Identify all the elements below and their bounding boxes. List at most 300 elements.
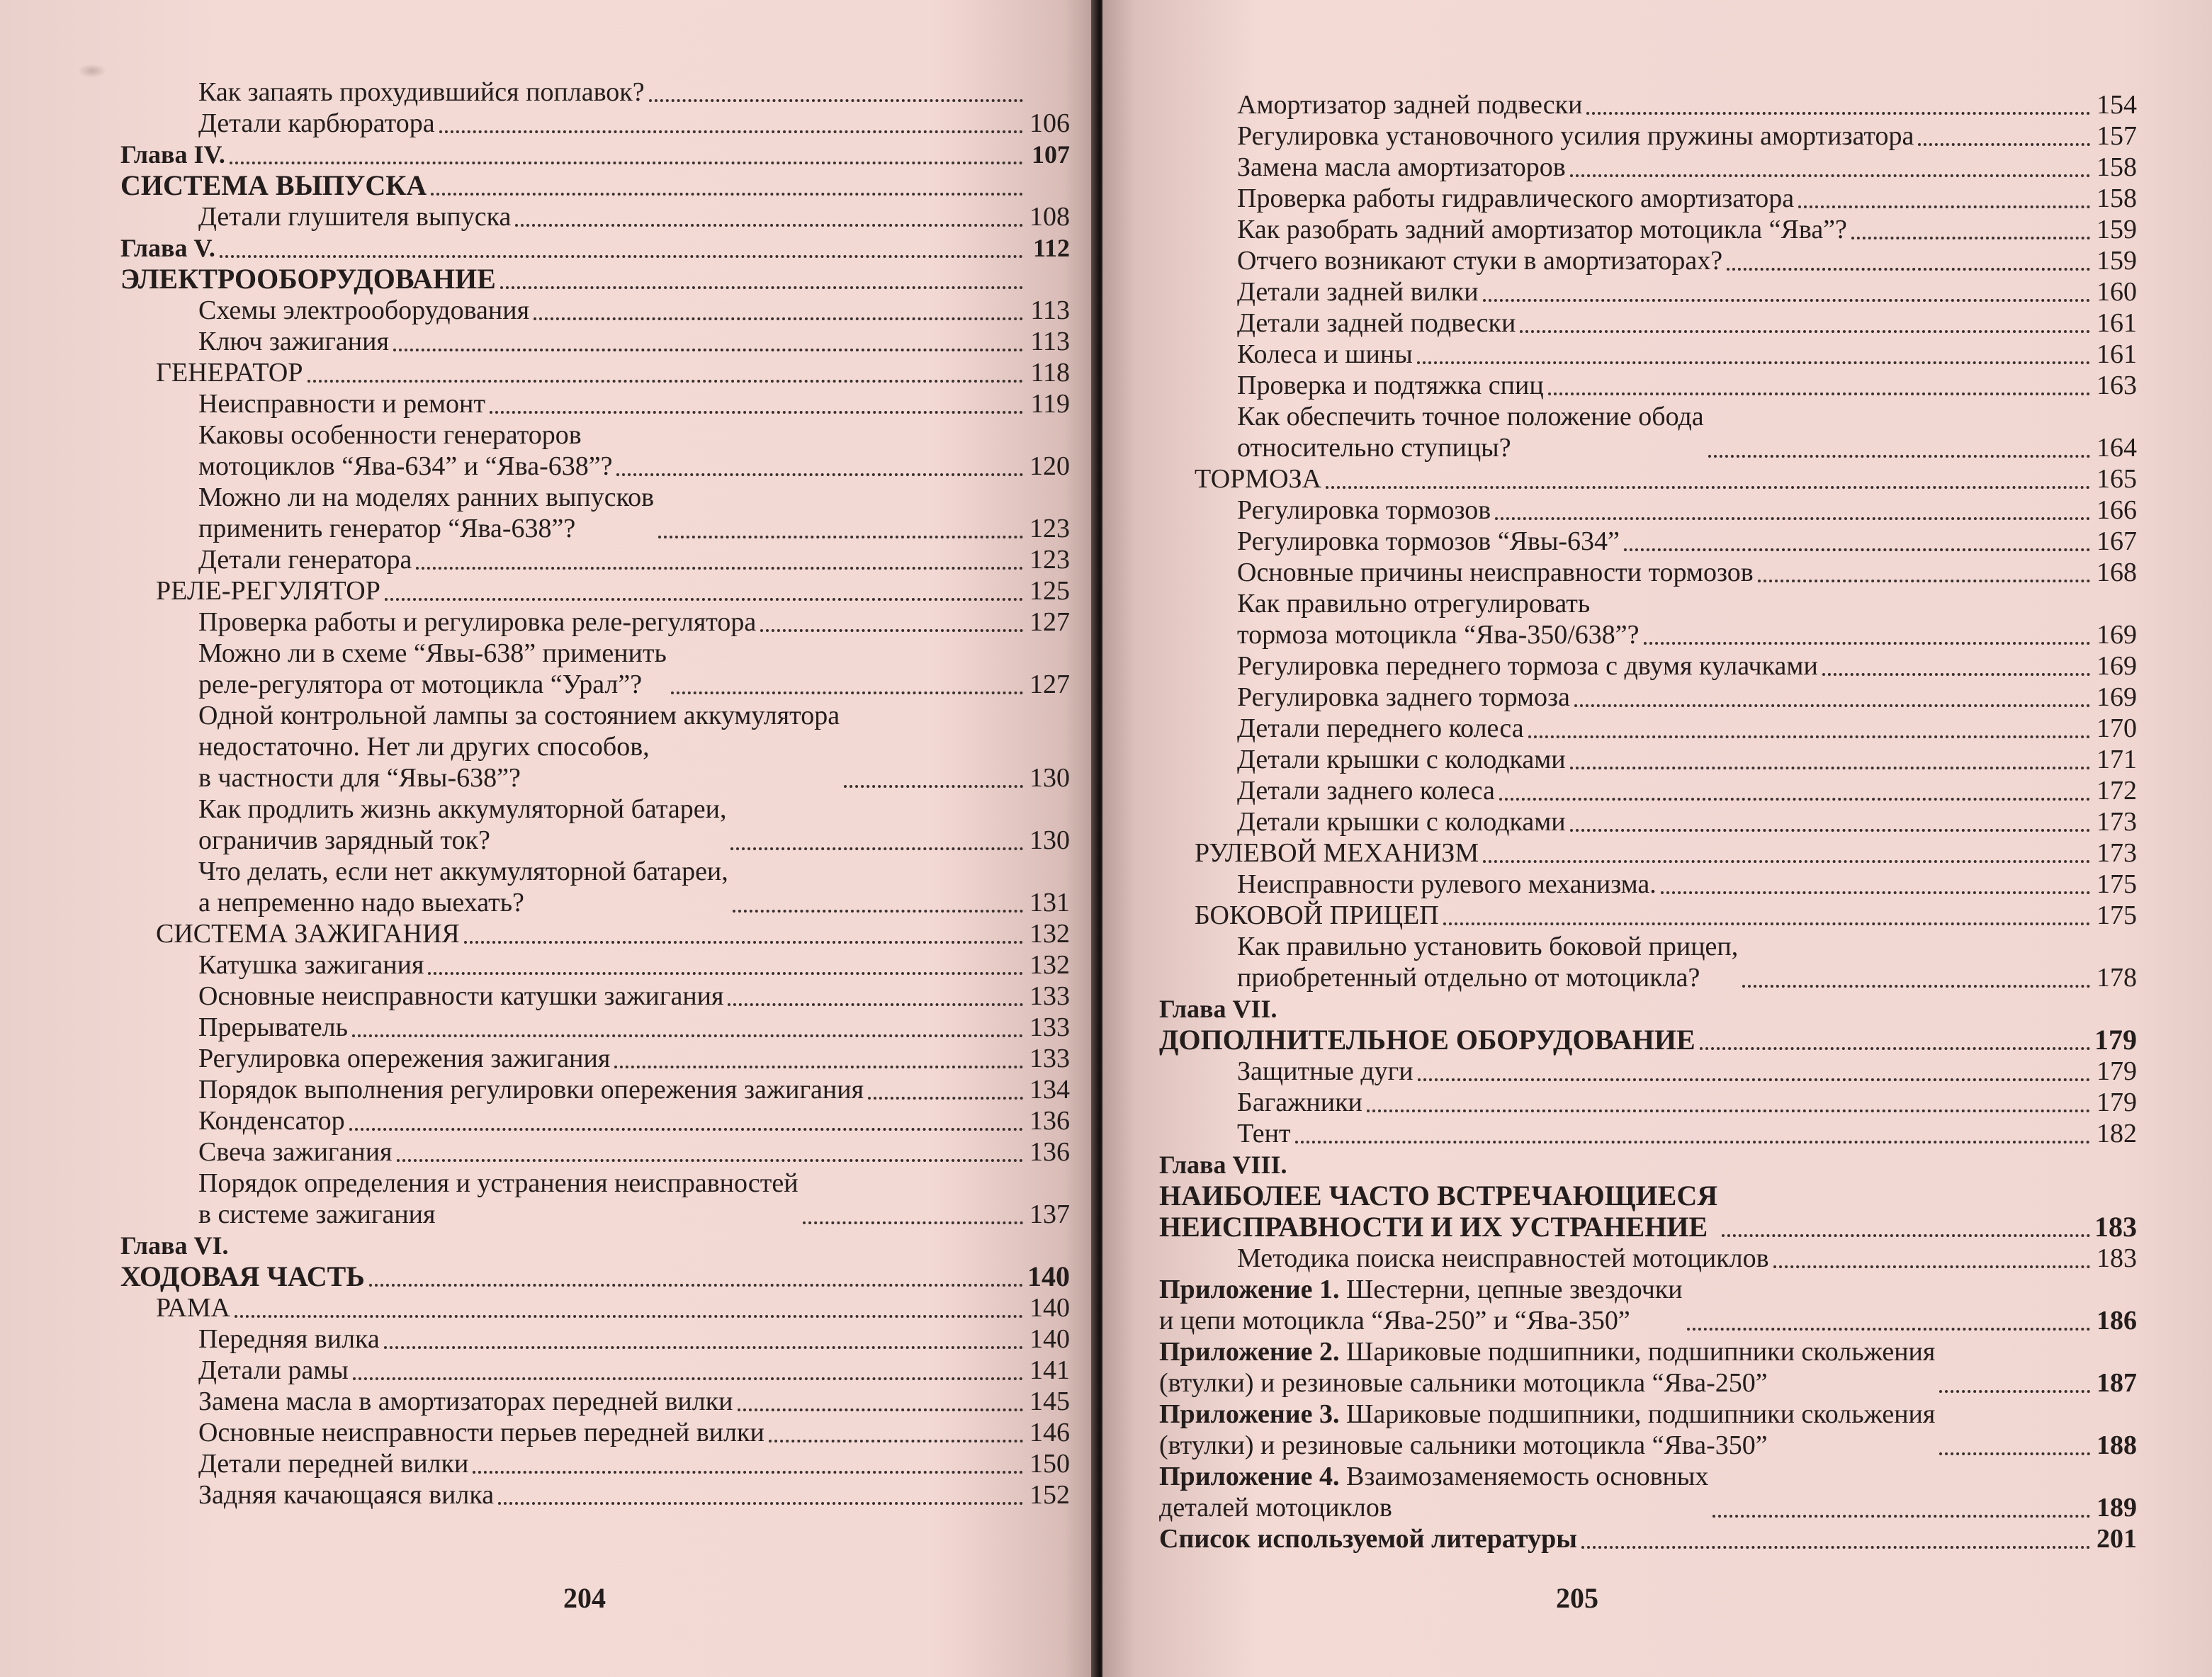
toc-entry-page-number: 161 xyxy=(2097,339,2137,369)
dot-leader xyxy=(1586,112,2090,115)
toc-entry xyxy=(1159,495,2137,526)
toc-entry-title: Детали задней вилки xyxy=(1237,277,1479,307)
toc-entry-title: Ключ зажигания xyxy=(198,327,389,356)
toc-entry xyxy=(1159,307,2137,339)
toc-entry xyxy=(120,1012,1070,1043)
toc-entry xyxy=(120,1136,1070,1168)
toc-entry-title: Неисправности рулевого механизма. xyxy=(1237,869,1657,899)
toc-entry-page-number: 169 xyxy=(2097,682,2137,712)
toc-entry-page-number: 112 xyxy=(1032,234,1070,262)
dot-leader xyxy=(464,941,1023,944)
toc-entry xyxy=(120,482,1070,544)
toc-entry-title: Детали заднего колеса xyxy=(1237,776,1495,806)
toc-entry-title: Основные причины неисправности тормозов xyxy=(1237,558,1754,587)
dot-leader xyxy=(614,1066,1023,1068)
toc-entry xyxy=(1159,1243,2137,1274)
toc-entry-title: Проверка работы и регулировка реле-регулятора xyxy=(198,607,757,637)
toc-entry-title: НАИБОЛЕЕ ЧАСТО ВСТРЕЧАЮЩИЕСЯ НЕИСПРАВНОСТИ И ИХ УСТРАНЕНИЕ xyxy=(1159,1180,1718,1243)
dot-leader xyxy=(649,99,1023,102)
toc-entry xyxy=(1159,1336,2137,1399)
toc-entry-page-number: 183 xyxy=(2097,1243,2137,1273)
toc-entry-title: РАМА xyxy=(156,1293,230,1323)
toc-entry-page-number: 123 xyxy=(1029,545,1070,575)
toc-entry-page-number: 125 xyxy=(1029,576,1070,606)
toc-entry-title: Амортизатор задней подвески xyxy=(1237,90,1583,120)
toc-entry-page-number: 173 xyxy=(2097,807,2137,837)
dot-leader xyxy=(1326,486,2090,489)
toc-entry-page-number: 173 xyxy=(2097,838,2137,868)
toc-entry xyxy=(120,357,1070,388)
toc-entry xyxy=(120,1168,1070,1230)
toc-entry xyxy=(120,856,1070,918)
toc-entry-page-number: 131 xyxy=(1029,888,1070,917)
dot-leader xyxy=(1939,1390,2090,1393)
toc-entry-page-number: 133 xyxy=(1029,1012,1070,1042)
toc-entry-page-number: 133 xyxy=(1029,981,1070,1011)
toc-entry-page-number: 171 xyxy=(2097,745,2137,774)
toc-entry-page-number: 167 xyxy=(2097,526,2137,556)
toc-entry xyxy=(1159,900,2137,931)
toc-entry-title: Регулировка тормозов xyxy=(1237,495,1491,525)
toc-entry-title: ХОДОВАЯ ЧАСТЬ xyxy=(120,1260,365,1292)
toc-entry xyxy=(120,1323,1070,1355)
toc-entry xyxy=(1159,89,2137,120)
toc-entry xyxy=(1159,993,2137,1024)
toc-entry xyxy=(1159,183,2137,214)
toc-entry-page-number: 140 xyxy=(1029,1293,1070,1323)
toc-entry xyxy=(120,1261,1070,1292)
toc-entry-title: Схемы электрооборудования xyxy=(198,295,530,325)
toc-entry-page-number: 107 xyxy=(1032,140,1070,169)
toc-entry xyxy=(1159,869,2137,900)
dot-leader xyxy=(1295,1141,2090,1144)
dot-leader xyxy=(1822,673,2090,676)
toc-entry xyxy=(1159,276,2137,307)
toc-entry-title: Список используемой литературы xyxy=(1159,1524,1577,1554)
toc-entry xyxy=(1159,1087,2137,1118)
toc-entry-title: БОКОВОЙ ПРИЦЕП xyxy=(1195,900,1439,930)
dot-leader xyxy=(428,972,1023,975)
toc-entry-title: ДОПОЛНИТЕЛЬНОЕ ОБОРУДОВАНИЕ xyxy=(1159,1024,1695,1056)
dot-leader xyxy=(803,1221,1023,1224)
dot-leader xyxy=(353,1377,1023,1380)
toc-entry xyxy=(1159,1056,2137,1087)
toc-entry xyxy=(1159,1149,2137,1180)
toc-entry xyxy=(1159,1274,2137,1336)
dot-leader xyxy=(1727,268,2090,271)
toc-entry-page-number: 120 xyxy=(1029,451,1070,481)
appendix-title: Взаимозаменяемость основных деталей мотоциклов xyxy=(1159,1462,1709,1523)
dot-leader xyxy=(760,629,1023,632)
dot-leader xyxy=(1367,1109,2090,1112)
toc-entry xyxy=(120,170,1070,201)
dot-leader xyxy=(384,1346,1023,1349)
toc-entry-page-number: 169 xyxy=(2097,651,2137,681)
appendix-label: Приложение 4. xyxy=(1159,1462,1340,1491)
toc-entry-title: Что делать, если нет аккумуляторной батареи, а непременно надо выехать? xyxy=(198,857,728,917)
toc-entry xyxy=(120,1355,1070,1386)
dot-leader xyxy=(1570,767,2090,769)
dot-leader xyxy=(1495,517,2090,520)
toc-entry xyxy=(1159,152,2137,183)
dot-leader xyxy=(307,380,1024,383)
toc-entry-page-number: 127 xyxy=(1029,607,1070,637)
toc-entry-title: РЕЛЕ-РЕГУЛЯТОР xyxy=(156,576,380,606)
toc-entry xyxy=(1159,806,2137,837)
dot-leader xyxy=(1570,829,2090,832)
dot-leader xyxy=(616,473,1023,476)
toc-entry-page-number: 127 xyxy=(1029,670,1070,699)
toc-entry-title: Задняя качающаяся вилка xyxy=(198,1480,495,1510)
toc-entry xyxy=(120,139,1070,170)
toc-entry xyxy=(1159,682,2137,713)
toc-entry-page-number: 152 xyxy=(1029,1480,1070,1510)
toc-entry-page-number: 166 xyxy=(2097,495,2137,525)
toc-entry-title: Детали переднего колеса xyxy=(1237,713,1524,743)
toc-entry xyxy=(1159,1118,2137,1149)
dot-leader xyxy=(738,1408,1023,1411)
toc-entry xyxy=(120,981,1070,1012)
dot-leader xyxy=(490,411,1023,414)
toc-entry-page-number: 145 xyxy=(1029,1387,1070,1416)
toc-entry-title: Основные неисправности перьев передней вилки xyxy=(198,1418,764,1447)
toc-entry xyxy=(120,700,1070,794)
toc-entry xyxy=(120,918,1070,949)
toc-entry-title: Багажники xyxy=(1237,1088,1362,1117)
dot-leader xyxy=(1528,735,2090,738)
toc-entry xyxy=(120,544,1070,575)
toc-entry xyxy=(120,606,1070,638)
toc-entry xyxy=(1159,837,2137,869)
toc-entry-title: Детали карбюратора xyxy=(198,108,435,138)
toc-entry xyxy=(120,1105,1070,1136)
toc-entry-title: СИСТЕМА ЗАЖИГАНИЯ xyxy=(156,919,460,949)
toc-entry xyxy=(120,419,1070,482)
page-number-right: 205 xyxy=(1556,1582,1598,1614)
toc-entry xyxy=(1159,588,2137,650)
toc-entry-title: Детали глушителя выпуска xyxy=(198,202,512,232)
toc-entry-title: Детали крышки с колодками xyxy=(1237,807,1566,837)
toc-entry xyxy=(1159,1180,2137,1243)
toc-entry-title xyxy=(1159,1336,1935,1399)
toc-entry-page-number: 186 xyxy=(2097,1306,2137,1336)
toc-entry-title: Как продлить жизнь аккумуляторной батареи, ограничив зарядный ток? xyxy=(198,794,727,855)
dot-leader xyxy=(1581,1546,2090,1549)
toc-entry-page-number: 188 xyxy=(2097,1430,2137,1460)
toc-entry-page-number: 106 xyxy=(1029,108,1070,138)
dot-leader xyxy=(1773,1265,2090,1268)
dot-leader xyxy=(728,1003,1023,1006)
toc-entry-title: ГЕНЕРАТОР xyxy=(156,358,303,388)
dot-leader xyxy=(1700,1047,2090,1050)
toc-entry xyxy=(120,388,1070,419)
dot-leader xyxy=(1483,299,2090,302)
toc-entry-page-number: 140 xyxy=(1027,1260,1070,1292)
toc-entry xyxy=(1159,931,2137,993)
toc-entry-title: Колеса и шины xyxy=(1237,339,1413,369)
toc-entry-page-number: 113 xyxy=(1030,327,1070,356)
dot-leader xyxy=(1687,1328,2090,1331)
toc-entry-page-number: 132 xyxy=(1029,950,1070,980)
toc-entry-title: Основные неисправности катушки зажигания xyxy=(198,981,724,1011)
toc-entry xyxy=(120,108,1070,139)
toc-entry-title: Замена масла в амортизаторах передней вилки xyxy=(198,1387,733,1416)
toc-entry-page-number: 159 xyxy=(2097,215,2137,244)
toc-entry xyxy=(1159,744,2137,775)
toc-entry xyxy=(1159,526,2137,557)
dot-leader xyxy=(1644,642,2090,645)
dot-leader xyxy=(416,567,1023,570)
toc-entry-title: Детали крышки с колодками xyxy=(1237,745,1566,774)
toc-entry-title: Методика поиска неисправностей мотоциклов xyxy=(1237,1243,1769,1273)
dot-leader xyxy=(1758,580,2090,582)
toc-entry-page-number: 172 xyxy=(2097,776,2137,806)
dot-leader xyxy=(1499,798,2090,801)
toc-entry xyxy=(1159,713,2137,744)
dot-leader xyxy=(1798,205,2090,208)
appendix-title: Шариковые подшипники, подшипники скольжения (втулки) и резиновые сальники мотоцикла “Ява-250” xyxy=(1159,1337,1936,1398)
toc-entry xyxy=(1159,463,2137,495)
dot-leader xyxy=(230,162,1023,164)
appendix-title: Шариковые подшипники, подшипники скольжения (втулки) и резиновые сальники мотоцикла “Ява-350” xyxy=(1159,1399,1936,1460)
toc-entry-title xyxy=(1159,1461,1708,1523)
toc-entry-page-number: 179 xyxy=(2097,1088,2137,1117)
toc-entry xyxy=(120,1230,1070,1261)
toc-entry xyxy=(1159,775,2137,806)
toc-entry-page-number: 175 xyxy=(2097,869,2137,899)
toc-entry-title: Проверка и подтяжка спиц xyxy=(1237,371,1544,400)
toc-entry-title: Регулировка заднего тормоза xyxy=(1237,682,1570,712)
toc-entry-title: Передняя вилка xyxy=(198,1324,380,1354)
dot-leader xyxy=(868,1097,1023,1100)
toc-entry-title: Проверка работы гидравлического амортизатора xyxy=(1237,183,1795,213)
toc-entry-page-number: 170 xyxy=(2097,713,2137,743)
toc-entry-page-number: 182 xyxy=(2097,1119,2137,1148)
toc-entry-page-number: 179 xyxy=(2097,1056,2137,1086)
toc-entry-title: Детали генератора xyxy=(198,545,412,575)
toc-entry-page-number: 150 xyxy=(1029,1449,1070,1479)
appendix-label: Приложение 3. xyxy=(1159,1399,1340,1429)
toc-entry-title: Порядок выполнения регулировки опережения зажигания xyxy=(198,1075,864,1105)
toc-entry-page-number: 169 xyxy=(2097,620,2137,650)
toc-entry-title: Прерыватель xyxy=(198,1012,348,1042)
toc-entry-page-number: 130 xyxy=(1029,825,1070,855)
toc-entry-title: РУЛЕВОЙ МЕХАНИЗМ xyxy=(1195,838,1479,868)
dot-leader xyxy=(515,224,1023,227)
toc-entry xyxy=(1159,370,2137,401)
toc-entry-page-number: 183 xyxy=(2094,1211,2137,1243)
dot-leader xyxy=(1851,237,2090,239)
toc-entry-title: Глава VIII. xyxy=(1159,1151,1287,1179)
toc-entry xyxy=(120,264,1070,295)
toc-entry-page-number: 140 xyxy=(1029,1324,1070,1354)
toc-entry-title: Конденсатор xyxy=(198,1106,345,1136)
page-number-left: 204 xyxy=(563,1582,606,1614)
dot-leader xyxy=(393,349,1023,351)
toc-entry-page-number: 189 xyxy=(2097,1493,2137,1523)
appendix-title: Шестерни, цепные звездочки и цепи мотоцикла “Ява-250” и “Ява-350” xyxy=(1159,1275,1683,1336)
toc-entry xyxy=(120,1043,1070,1074)
toc-entry-page-number: 108 xyxy=(1029,202,1070,232)
toc-entry xyxy=(120,1074,1070,1105)
toc-entry-page-number: 201 xyxy=(2097,1524,2137,1554)
toc-entry xyxy=(120,326,1070,357)
toc-entry-page-number: 178 xyxy=(2097,963,2137,993)
dot-leader xyxy=(1712,1515,2090,1518)
toc-entry-page-number: 160 xyxy=(2097,277,2137,307)
toc-entry-title: Отчего возникают стуки в амортизаторах? xyxy=(1237,246,1723,276)
toc-entry-page-number: 134 xyxy=(1029,1075,1070,1105)
toc-entry-title: Можно ли на моделях ранних выпусков применить генератор “Ява-638”? xyxy=(198,482,655,543)
toc-entry xyxy=(120,638,1070,700)
toc-entry-page-number: 130 xyxy=(1029,763,1070,793)
toc-entry-title: Тент xyxy=(1237,1119,1291,1148)
toc-entry-title: ТОРМОЗА xyxy=(1195,464,1321,494)
toc-entry-title: Регулировка опережения зажигания xyxy=(198,1044,611,1073)
toc-entry-title: Детали передней вилки xyxy=(198,1449,469,1479)
dot-leader xyxy=(1661,891,2090,894)
toc-entry-title: Регулировка переднего тормоза с двумя кулачками xyxy=(1237,651,1818,681)
toc-entry-page-number: 163 xyxy=(2097,371,2137,400)
toc-entry xyxy=(120,575,1070,606)
dot-leader xyxy=(1742,985,2090,988)
dot-leader xyxy=(1520,330,2090,333)
toc-entry-page-number: 175 xyxy=(2097,900,2137,930)
toc-entry-title xyxy=(1159,1274,1683,1336)
dot-leader xyxy=(352,1034,1023,1037)
toc-entry xyxy=(120,949,1070,981)
toc-entry xyxy=(120,1386,1070,1417)
dot-leader xyxy=(1570,174,2090,177)
toc-entry-title: Глава V. xyxy=(120,234,215,262)
toc-entry-title: Как запаять прохудившийся поплавок? xyxy=(198,77,645,107)
dot-leader xyxy=(658,536,1023,538)
toc-entry-page-number: 136 xyxy=(1029,1137,1070,1167)
toc-entry-page-number: 157 xyxy=(2097,121,2137,151)
toc-entry-page-number: 132 xyxy=(1029,919,1070,949)
appendix-label: Приложение 1. xyxy=(1159,1275,1340,1304)
toc-entry xyxy=(1159,245,2137,276)
toc-entry-page-number: 137 xyxy=(1029,1199,1070,1229)
left-page xyxy=(0,0,1097,1677)
toc-entry-title: Как разобрать задний амортизатор мотоцикла “Ява”? xyxy=(1237,215,1847,244)
toc-entry-title: Порядок определения и устранения неисправностей в системе зажигания xyxy=(198,1168,799,1229)
toc-entry-page-number: 168 xyxy=(2097,558,2137,587)
toc-entry-title: Одной контрольной лампы за состоянием аккумулятора недостаточно. Нет ли других способов, в частности для “Явы-638”? xyxy=(198,701,840,793)
dot-leader xyxy=(349,1128,1023,1131)
dot-leader xyxy=(1483,860,2090,863)
toc-entry-page-number: 179 xyxy=(2094,1024,2137,1056)
dot-leader xyxy=(439,130,1023,133)
toc-entry xyxy=(120,1417,1070,1448)
toc-entry-title: Глава IV. xyxy=(120,140,225,169)
toc-entry-page-number: 123 xyxy=(1029,514,1070,543)
toc-entry xyxy=(1159,650,2137,682)
dot-leader xyxy=(1939,1452,2090,1455)
dot-leader xyxy=(769,1440,1023,1442)
toc-entry xyxy=(120,232,1070,264)
toc-entry xyxy=(1159,401,2137,463)
toc-entry-title: Замена масла амортизаторов xyxy=(1237,152,1566,182)
toc-entry-page-number: 158 xyxy=(2097,183,2137,213)
toc-entry-title: Неисправности и ремонт xyxy=(198,389,485,419)
dot-leader xyxy=(1918,143,2090,146)
toc-entry-title: Как обеспечить точное положение обода относительно ступицы? xyxy=(1237,402,1704,463)
toc-entry-page-number: 146 xyxy=(1029,1418,1070,1447)
toc-entry-title: Глава VI. xyxy=(120,1231,229,1260)
dot-leader xyxy=(220,255,1023,258)
toc-entry-title: Защитные дуги xyxy=(1237,1056,1413,1086)
dot-leader xyxy=(1417,361,2090,364)
dot-leader xyxy=(500,286,1023,289)
dot-leader xyxy=(431,193,1023,196)
dot-leader xyxy=(385,598,1023,601)
toc-entry xyxy=(1159,1024,2137,1056)
toc-entry-page-number: 164 xyxy=(2097,433,2137,463)
toc-entry-title: Детали задней подвески xyxy=(1237,308,1516,338)
dot-leader xyxy=(369,1284,1023,1287)
toc-entry xyxy=(1159,1461,2137,1523)
toc-entry-title: Катушка зажигания xyxy=(198,950,424,980)
toc-entry xyxy=(120,1292,1070,1323)
toc-entry-title: Как правильно отрегулировать тормоза мотоцикла “Ява-350/638”? xyxy=(1237,589,1640,650)
dot-leader xyxy=(1574,704,2090,707)
toc-entry xyxy=(1159,214,2137,245)
toc-entry xyxy=(120,295,1070,326)
toc-entry-title: Можно ли в схеме “Явы-638” применить реле-регулятора от мотоцикла “Урал”? xyxy=(198,638,667,699)
toc-entry-page-number: 159 xyxy=(2097,246,2137,276)
dot-leader xyxy=(534,317,1023,320)
toc-entry-page-number: 133 xyxy=(1029,1044,1070,1073)
toc-entry xyxy=(120,1479,1070,1511)
dot-leader xyxy=(1443,922,2090,925)
toc-entry-title: Детали рамы xyxy=(198,1355,349,1385)
toc-entry xyxy=(1159,1523,2137,1554)
right-page xyxy=(1102,0,2212,1677)
toc-entry-title: Свеча зажигания xyxy=(198,1137,393,1167)
toc-entry-title: Как правильно установить боковой прицеп, приобретенный отдельно от мотоцикла? xyxy=(1237,932,1739,993)
toc-list-left xyxy=(120,77,1070,1511)
toc-entry-title: Регулировка тормозов “Явы-634” xyxy=(1237,526,1620,556)
toc-entry xyxy=(1159,339,2137,370)
toc-entry-page-number: 136 xyxy=(1029,1106,1070,1136)
toc-entry xyxy=(1159,120,2137,152)
dot-leader xyxy=(1418,1078,2090,1081)
toc-entry-page-number: 187 xyxy=(2097,1368,2137,1398)
toc-entry-page-number: 141 xyxy=(1029,1355,1070,1385)
toc-entry-title: Глава VII. xyxy=(1159,995,1277,1023)
toc-entry-page-number: 118 xyxy=(1030,358,1070,388)
dot-leader xyxy=(671,691,1023,694)
toc-entry-page-number: 119 xyxy=(1030,389,1070,419)
toc-list-right xyxy=(1159,89,2137,1554)
toc-entry xyxy=(1159,1399,2137,1461)
toc-entry xyxy=(1159,557,2137,588)
toc-entry xyxy=(120,77,1070,108)
dot-leader xyxy=(844,785,1023,788)
dot-leader xyxy=(1708,455,2090,458)
toc-entry-title: Регулировка установочного усилия пружины амортизатора xyxy=(1237,121,1914,151)
dot-leader xyxy=(1722,1234,2090,1237)
toc-entry-page-number: 158 xyxy=(2097,152,2137,182)
toc-entry xyxy=(120,794,1070,856)
dot-leader xyxy=(733,910,1023,913)
dot-leader xyxy=(397,1159,1023,1162)
toc-entry-page-number: 113 xyxy=(1030,295,1070,325)
toc-entry-page-number: 165 xyxy=(2097,464,2137,494)
dot-leader xyxy=(1548,393,2090,395)
dot-leader xyxy=(1624,548,2090,551)
